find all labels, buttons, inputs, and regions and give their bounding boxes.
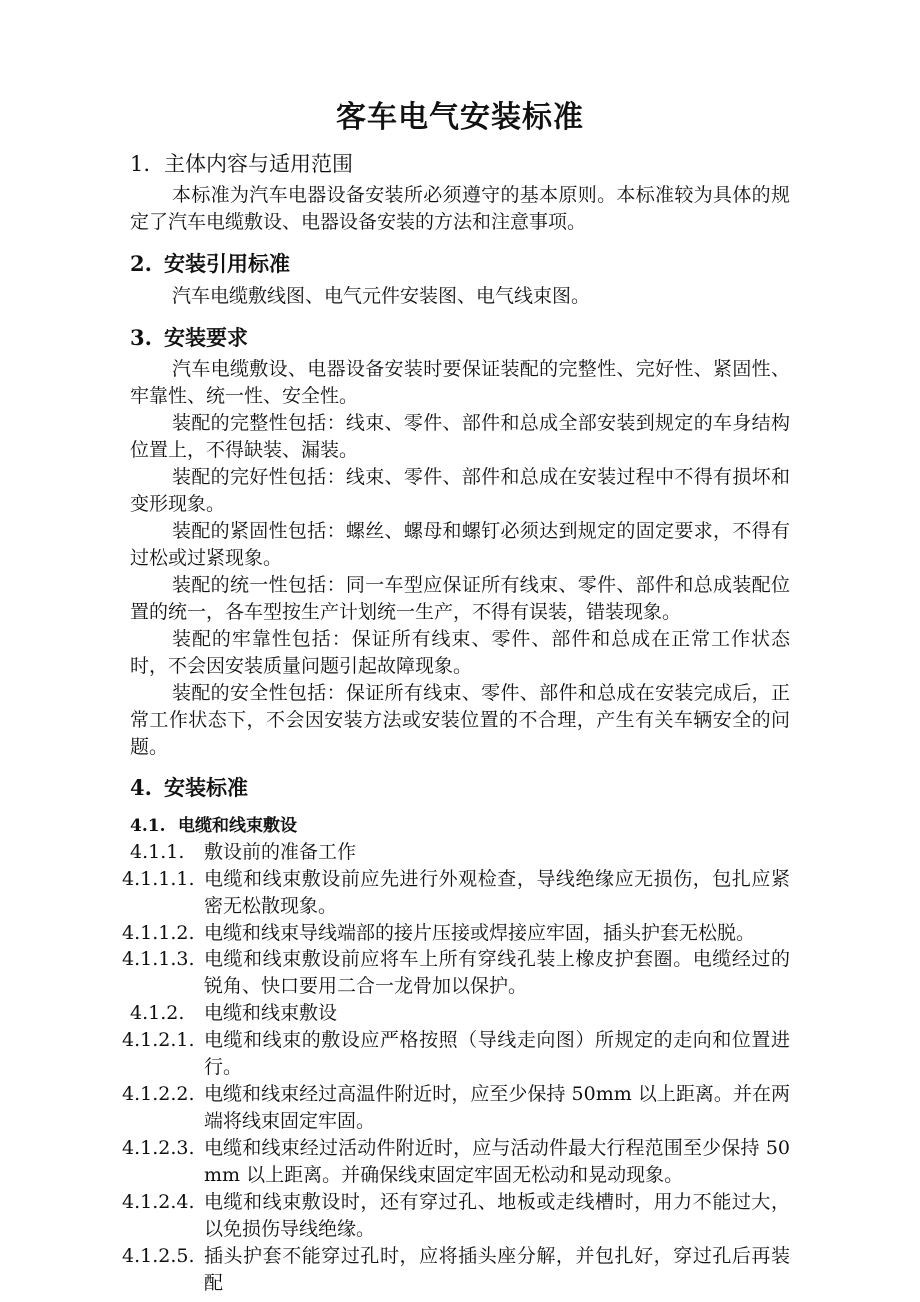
section-heading-2 [130, 236, 790, 278]
clause-text: 电缆和线束经过活动件附近时，应与活动件最大行程范围至少保持 50mm 以上距离。并确保线束固定牢固无松动和晃动现象。 [204, 1137, 790, 1187]
clause-number: 4.1.2.2. [122, 1083, 195, 1106]
subsection-number: 4.1. [130, 815, 166, 836]
clause-item [130, 839, 790, 866]
clause-number: 4.1.2.5. [122, 1245, 195, 1268]
paragraph: 装配的安全性包括：保证所有线束、零件、部件和总成在安装完成后，正常工作状态下，不会因安装方法或安装位置的不合理，产生有关车辆安全的问题。 [130, 681, 790, 758]
clause-text: 电缆和线束敷设前应将车上所有穿线孔装上橡皮护套圈。电缆经过的锐角、快口要用二合一龙骨加以保护。 [204, 948, 790, 998]
subsection-heading-4-1 [130, 803, 790, 839]
clause-item [122, 866, 790, 920]
section-number-3: 3. [130, 324, 152, 350]
section-title-4: 安装标准 [164, 775, 248, 801]
section-title-3: 安装要求 [164, 324, 248, 350]
clause-text: 电缆和线束导线端部的接片压接或焊接应牢固，插头护套无松脱。 [204, 921, 756, 944]
paragraph: 装配的完好性包括：线束、零件、部件和总成在安装过程中不得有损坏和变形现象。 [130, 465, 790, 515]
clause-item [122, 1189, 790, 1243]
clause-number: 4.1.2.1. [122, 1029, 195, 1052]
clause-text: 电缆和线束敷设 [204, 1002, 338, 1025]
clause-item [122, 1081, 790, 1135]
section-title-2: 安装引用标准 [164, 251, 290, 277]
paragraph: 装配的完整性包括：线束、零件、部件和总成全部安装到规定的车身结构位置上，不得缺装、漏装。 [130, 411, 790, 461]
section-heading-3 [130, 310, 790, 352]
clause-number: 4.1.1. [130, 840, 185, 863]
clause-number: 4.1.1.3. [122, 948, 195, 971]
clause-item [122, 1135, 790, 1189]
paragraph: 装配的统一性包括：同一车型应保证所有线束、零件、部件和总成装配位置的统一，各车型按生产计划统一生产，不得有误装，错装现象。 [130, 573, 790, 623]
section-number-1: 1. [130, 152, 151, 176]
clause-text: 电缆和线束经过高温件附近时，应至少保持 50mm 以上距离。并在两端将线束固定牢固。 [204, 1083, 790, 1133]
clause-number: 4.1.1.2. [122, 921, 195, 944]
subsection-title: 电缆和线束敷设 [178, 815, 297, 836]
clause-item [122, 946, 790, 1000]
paragraph: 装配的紧固性包括：螺丝、螺母和螺钉必须达到规定的固定要求，不得有过松或过紧现象。 [130, 519, 790, 569]
section-number-4: 4. [130, 775, 152, 801]
paragraph: 本标准为汽车电器设备安装所必须遵守的基本原则。本标准较为具体的规定了汽车电缆敷设、电器设备安装的方法和注意事项。 [130, 184, 790, 234]
clause-text: 电缆和线束敷设前应先进行外观检查，导线绝缘应无损伤，包扎应紧密无松散现象。 [204, 867, 790, 917]
clause-number: 4.1.2.4. [122, 1191, 195, 1214]
clause-text: 电缆和线束的敷设应严格按照（导线走向图）所规定的走向和位置进行。 [204, 1029, 790, 1079]
section-heading-1 [130, 136, 790, 178]
clause-number: 4.1.1.1. [122, 867, 195, 890]
clause-item [122, 1027, 790, 1081]
clause-item [130, 1000, 790, 1027]
paragraph: 装配的牢靠性包括：保证所有线束、零件、部件和总成在正常工作状态时，不会因安装质量问题引起故障现象。 [130, 627, 790, 677]
clause-text: 敷设前的准备工作 [204, 840, 357, 863]
section-heading-4 [130, 760, 790, 802]
page-title: 客车电气安装标准 [336, 100, 584, 135]
section-title-1: 主体内容与适用范围 [164, 152, 353, 176]
paragraph: 汽车电缆敷设、电器设备安装时要保证装配的完整性、完好性、紧固性、牢靠性、统一性、安全性。 [130, 357, 790, 407]
clause-text: 电缆和线束敷设时，还有穿过孔、地板或走线槽时，用力不能过大，以免损伤导线绝缘。 [204, 1191, 790, 1241]
paragraph: 汽车电缆敷线图、电气元件安装图、电气线束图。 [172, 284, 591, 307]
clause-item [122, 920, 790, 947]
clause-text: 插头护套不能穿过孔时，应将插头座分解，并包扎好，穿过孔后再装配 [204, 1245, 790, 1295]
section-number-2: 2. [130, 251, 152, 277]
clause-number: 4.1.2.3. [122, 1137, 195, 1160]
clause-item [122, 1243, 790, 1297]
clause-number: 4.1.2. [130, 1002, 185, 1025]
